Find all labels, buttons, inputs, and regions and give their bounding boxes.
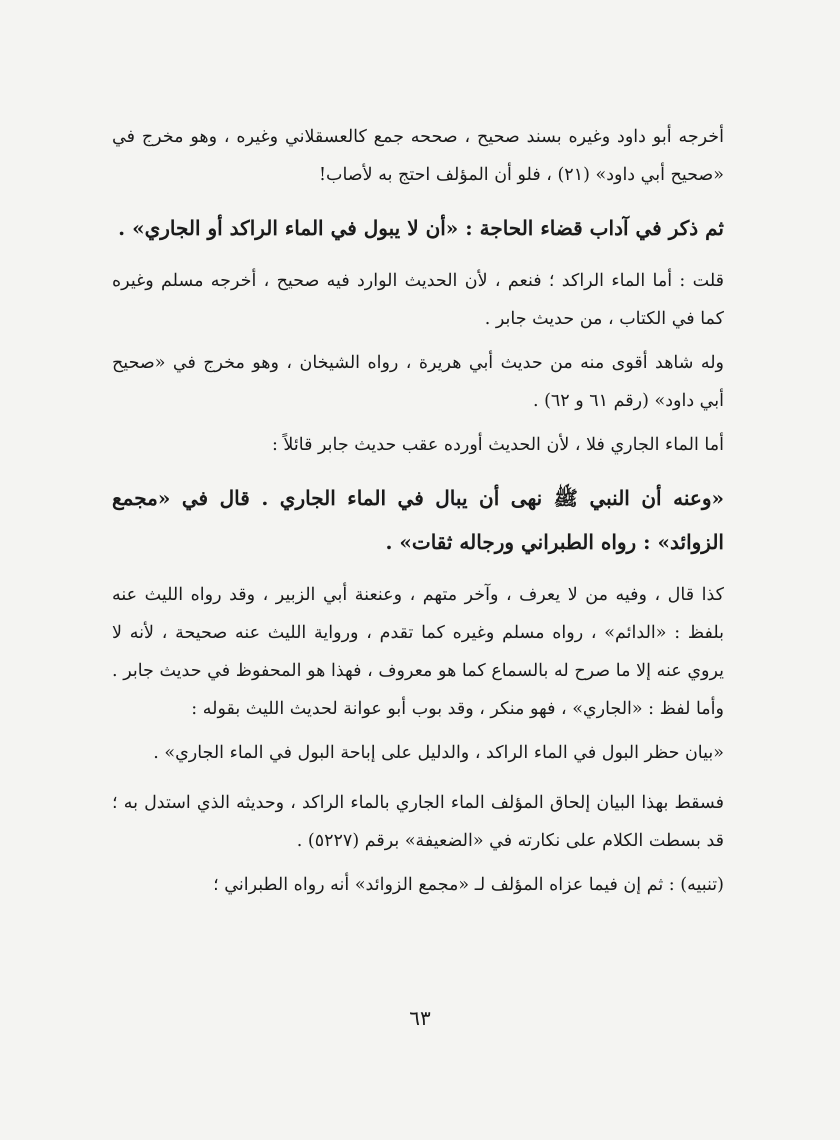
- page-body: [112, 118, 724, 904]
- paragraph-2: ثم ذكر في آداب قضاء الحاجة : «أن لا يبول في الماء الراكد أو الجاري» .: [118, 216, 724, 240]
- paragraph-8: «بيان حظر البول في الماء الراكد ، والدليل على إباحة البول في الماء الجاري» .: [153, 743, 724, 763]
- paragraph-4: وله شاهد أقوى منه من حديث أبي هريرة ، رواه الشيخان ، وهو مخرج في «صحيح أبي داود» (رقم ٦١ و ٦٢) .: [112, 353, 724, 411]
- paragraph-1: أخرجه أبو داود وغيره بسند صحيح ، صححه جمع كالعسقلاني وغيره ، وهو مخرج في «صحيح أبي داود» (٢١) ، فلو أن المؤلف احتج به لأصاب!: [112, 127, 724, 185]
- paragraph-10: (تنبيه) : ثم إن فيما عزاه المؤلف لـ «مجمع الزوائد» أنه رواه الطبراني ؛: [213, 875, 724, 895]
- paragraph-5: أما الماء الجاري فلا ، لأن الحديث أورده عقب حديث جابر قائلاً :: [271, 435, 724, 455]
- paragraph-3: قلت : أما الماء الراكد ؛ فنعم ، لأن الحديث الوارد فيه صحيح ، أخرجه مسلم وغيره كما في الكتاب ، من حديث جابر .: [112, 271, 724, 329]
- paragraph-9: فسقط بهذا البيان إلحاق المؤلف الماء الجاري بالماء الراكد ، وحديثه الذي استدل به ؛ قد بسطت الكلام على نكارته في «الضعيفة» برقم (٥٢٢٧) .: [112, 793, 724, 851]
- page-number: ٦٣: [409, 1006, 431, 1030]
- paragraph-7: كذا قال ، وفيه من لا يعرف ، وآخر متهم ، وعنعنة أبي الزبير ، وقد رواه الليث عنه بلفظ : «الدائم» ، رواه مسلم وغيره كما تقدم ، ورواية الليث عنه صحيحة ، لأنه لا يروي عنه إلا ما صرح له بالسماع كما هو معروف ، فهذا هو المحفوظ في حديث جابر . وأما لفظ : «الجاري» ، فهو منكر ، وقد بوب أبو عوانة لحديث الليث بقوله :: [112, 585, 724, 719]
- paragraph-6: «وعنه أن النبي ﷺ نهى أن يبال في الماء الجاري . قال في «مجمع الزوائد» : رواه الطبراني ورجاله ثقات» .: [112, 486, 724, 554]
